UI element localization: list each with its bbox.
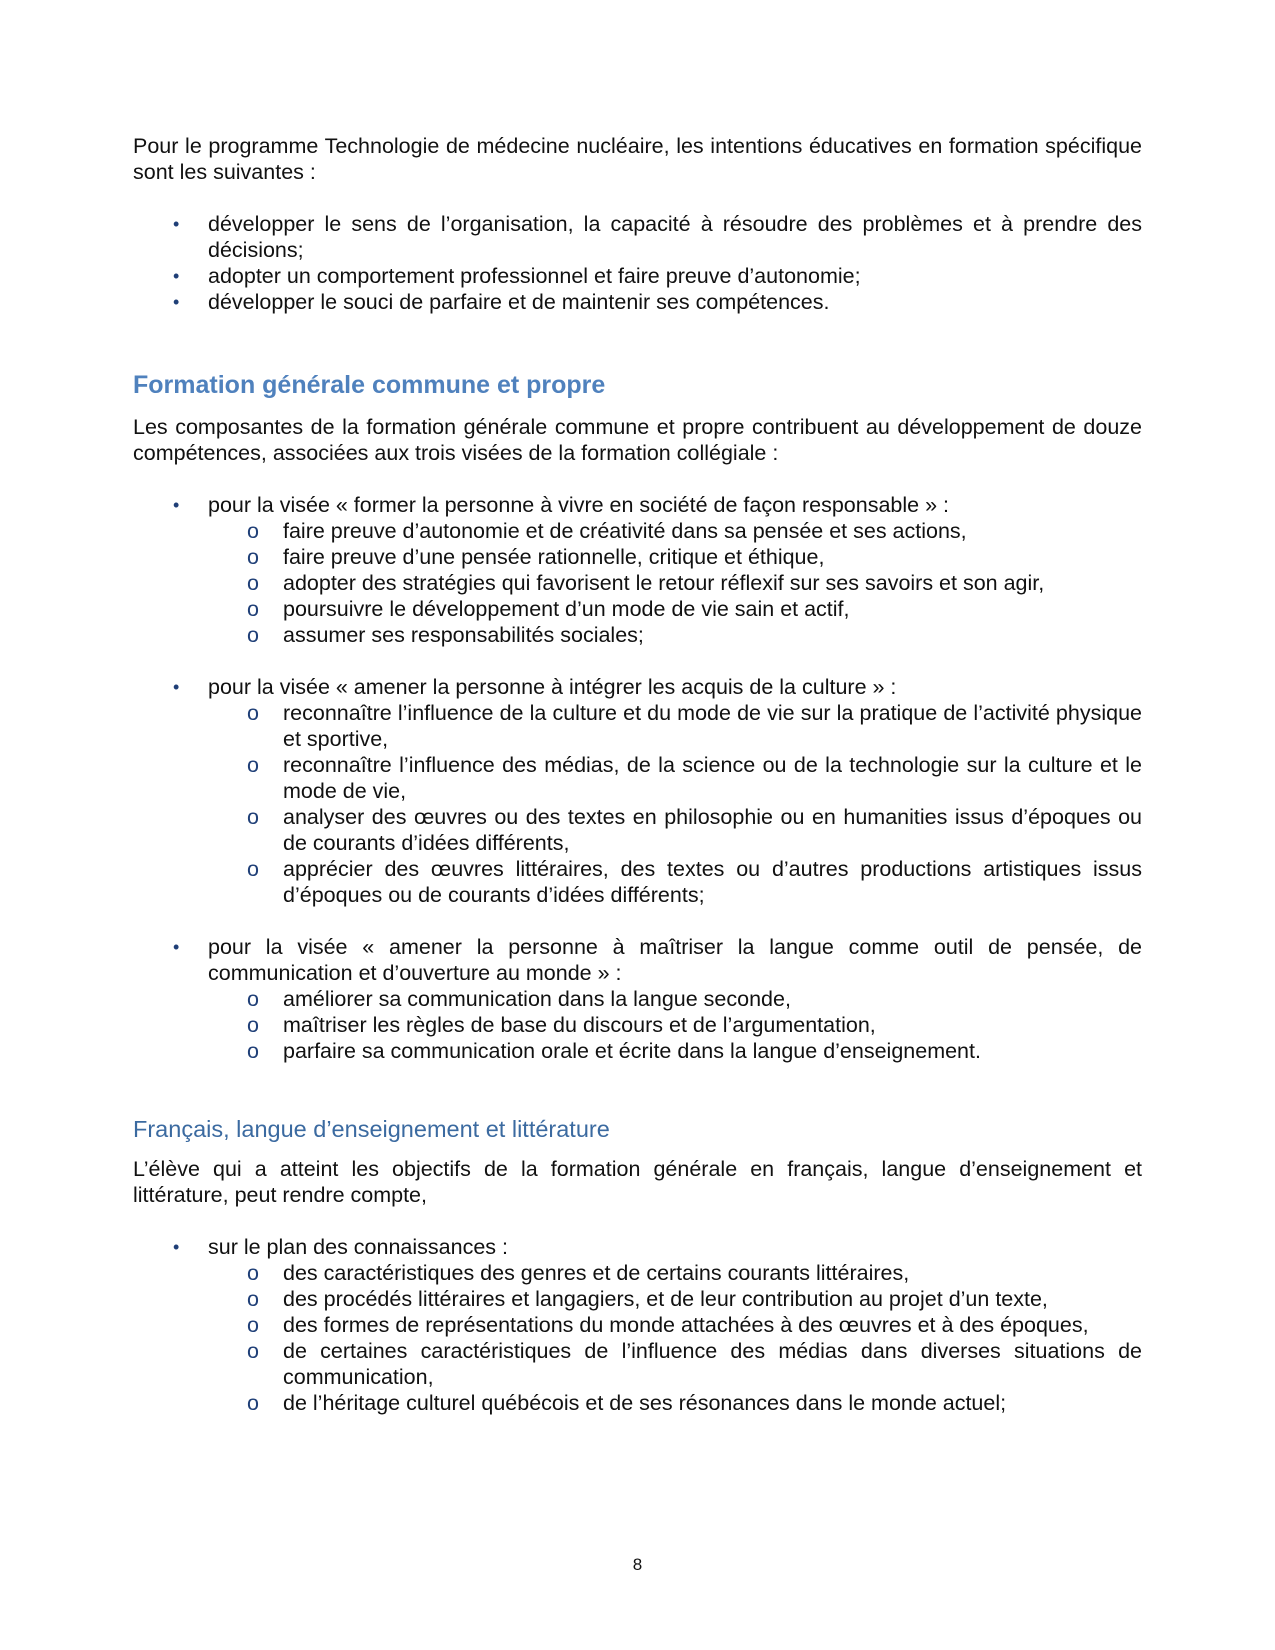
sub-bullet-icon: o	[247, 753, 259, 777]
bullet-icon: •	[173, 214, 180, 234]
sub-list	[133, 1260, 1142, 1416]
page-number: 8	[632, 1555, 643, 1574]
sub-bullet-icon: o	[247, 987, 259, 1011]
section-heading-formation-generale: Formation générale commune et propre	[133, 371, 606, 399]
sub-list-item: o faire preuve d’autonomie et de créativité dans sa pensée et ses actions,	[247, 519, 967, 543]
sub-list-item: o reconnaître l’influence des médias, de la science ou de la technologie sur la culture et le mode de vie,	[247, 753, 1142, 803]
sub-list	[133, 986, 1142, 1064]
sub-list-item: o des caractéristiques des genres et de certains courants littéraires,	[247, 1261, 910, 1285]
list-item: • pour la visée « former la personne à vivre en société de façon responsable » :	[173, 493, 949, 517]
section1-list	[133, 492, 1142, 518]
sub-bullet-icon: o	[247, 701, 259, 725]
sub-list-item: o assumer ses responsabilités sociales;	[247, 623, 644, 647]
sub-list-item: o parfaire sa communication orale et écrite dans la langue d’enseignement.	[247, 1039, 981, 1063]
sub-bullet-icon: o	[247, 545, 259, 569]
bullet-icon: •	[173, 677, 180, 697]
section-heading-francais: Français, langue d’enseignement et littérature	[133, 1116, 610, 1142]
section2-list	[133, 1234, 1142, 1260]
list-item: • adopter un comportement professionnel et faire preuve d’autonomie;	[173, 264, 861, 288]
sub-bullet-icon: o	[247, 1313, 259, 1337]
sub-bullet-icon: o	[247, 597, 259, 621]
bullet-icon: •	[173, 937, 180, 957]
sub-list-item: o améliorer sa communication dans la langue seconde,	[247, 987, 791, 1011]
sub-list-item: o de l’héritage culturel québécois et de ses résonances dans le monde actuel;	[247, 1391, 1007, 1415]
sub-bullet-icon: o	[247, 1287, 259, 1311]
list-item: • sur le plan des connaissances :	[173, 1235, 508, 1259]
sub-bullet-icon: o	[247, 1391, 259, 1415]
sub-list-item: o faire preuve d’une pensée rationnelle, critique et éthique,	[247, 545, 825, 569]
sub-list-item: o maîtriser les règles de base du discours et de l’argumentation,	[247, 1013, 876, 1037]
sub-bullet-icon: o	[247, 857, 259, 881]
sub-list-item: o reconnaître l’influence de la culture et du mode de vie sur la pratique de l’activité physique et sportive,	[247, 701, 1142, 751]
sub-bullet-icon: o	[247, 519, 259, 543]
sub-bullet-icon: o	[247, 623, 259, 647]
bullet-icon: •	[173, 266, 180, 286]
sub-list-item: o apprécier des œuvres littéraires, des textes ou d’autres productions artistiques issus d’époques ou de courants d’idées différents;	[247, 857, 1142, 907]
sub-list-item: o analyser des œuvres ou des textes en philosophie ou en humanities issus d’époques ou de courants d’idées différents,	[247, 805, 1142, 855]
list-item: • développer le sens de l’organisation, la capacité à résoudre des problèmes et à prendre des décisions;	[173, 212, 1142, 262]
sub-list-item: o des procédés littéraires et langagiers, et de leur contribution au projet d’un texte,	[247, 1287, 1048, 1311]
sub-list-item: o de certaines caractéristiques de l’influence des médias dans diverses situations de communication,	[247, 1339, 1142, 1389]
sub-bullet-icon: o	[247, 1261, 259, 1285]
list-item: • pour la visée « amener la personne à intégrer les acquis de la culture » :	[173, 675, 897, 699]
intro-bullet-list	[133, 211, 1142, 315]
list-item: • pour la visée « amener la personne à maîtriser la langue comme outil de pensée, de communication et d’ouverture au monde » :	[173, 935, 1142, 985]
sub-bullet-icon: o	[247, 805, 259, 829]
sub-bullet-icon: o	[247, 1339, 259, 1363]
sub-list-item: o adopter des stratégies qui favorisent le retour réflexif sur ses savoirs et son agir,	[247, 571, 1045, 595]
section1-paragraph: Les composantes de la formation générale commune et propre contribuent au développement de douze compétences, associées aux trois visées de la formation collégiale :	[133, 415, 1142, 465]
intro-paragraph: Pour le programme Technologie de médecine nucléaire, les intentions éducatives en formation spécifique sont les suivantes :	[133, 134, 1142, 184]
bullet-icon: •	[173, 292, 180, 312]
section2-paragraph: L’élève qui a atteint les objectifs de la formation générale en français, langue d’enseignement et littérature, peut rendre compte,	[133, 1157, 1142, 1207]
sub-bullet-icon: o	[247, 571, 259, 595]
list-item: • développer le souci de parfaire et de maintenir ses compétences.	[173, 290, 830, 314]
bullet-icon: •	[173, 495, 180, 515]
sub-bullet-icon: o	[247, 1039, 259, 1063]
sub-list	[133, 700, 1142, 908]
sub-list-item: o des formes de représentations du monde attachées à des œuvres et à des époques,	[247, 1313, 1089, 1337]
document-page	[133, 133, 1142, 1416]
bullet-icon: •	[173, 1237, 180, 1257]
section1-list	[133, 674, 1142, 700]
sub-list	[133, 518, 1142, 648]
section1-list	[133, 934, 1142, 986]
sub-bullet-icon: o	[247, 1013, 259, 1037]
sub-list-item: o poursuivre le développement d’un mode de vie sain et actif,	[247, 597, 850, 621]
